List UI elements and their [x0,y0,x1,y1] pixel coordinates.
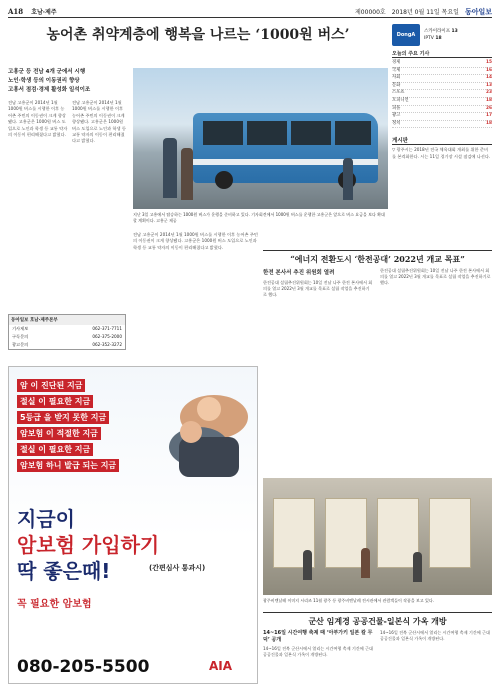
contact-box [8,314,126,350]
ad-line: 5등급 을 받지 못한 지금 [17,411,109,424]
subhead: 고흥서 점검·경제 활성화 일석이조 [8,87,91,93]
skydivers-image [159,377,254,495]
top-item-label: 스카이라이프 [424,29,451,34]
article3-headline: 군산 임계경 공공건물-일본식 가옥 개방 [263,612,492,627]
article2-body-col1: 한전공대 설립추진위원회는 10일 전남 나주 한전 본사에서 회의를 열고 2022년 3월 개교를 목표로 설립 작업을 추진하기로 했다. [263,280,373,298]
top-item-num: 18 [435,36,442,41]
article2-subhead: 한전 본사서 추진 위원회 열려 [263,270,335,276]
toc-item[interactable]: 문화 13 [392,83,492,91]
article2-body-col2: 한전공대 설립추진위원회는 10일 전남 나주 한전 본사에서 회의를 열고 2022년 3월 개교를 목표로 설립 작업을 추진하기로 했다. [380,268,491,286]
toc-item[interactable]: 스포츠 23 [392,90,492,98]
edition: 제00000호 [355,9,386,16]
toc-list [392,60,492,128]
sidebar [392,24,492,267]
article1-body-col1: 전남 고흥군이 2014년 1월 1000원 버스를 시행한 이후 농어촌 주민의 이동권이 크게 향상됐다. 고흥군은 1000원 버스 도입으로 노인과 학생 등 교통 약자의 이동이 편리해졌다고 밝혔다. [8,100,68,138]
notice-title: 게시판 [392,136,492,145]
article1-headline: 농어촌 취약계층에 행복을 나르는 ‘1000원 버스’ [46,27,350,43]
ad-headline-3: 딱 좋은때! [17,559,111,583]
contact-row: 기사제보 062-371-7711 [12,326,122,331]
toc-item[interactable]: 피플 26 [392,106,492,114]
article3-subhead: 14~16일 시간여행 축제 때 ‘아부가키 일본 칼 무덕’ 공개 [263,630,373,643]
bus-photo [133,68,388,209]
ad-headline-note: (간편심사 통과시) [149,564,206,572]
contact-row: 광고문의 062-352-3272 [12,342,122,347]
article1-body-col2: 전남 고흥군이 2014년 1월 1000원 버스를 시행한 이후 농어촌 주민의 이동권이 크게 향상됐다. 고흥군은 1000원 버스 도입으로 노인과 학생 등 교통 약자의 이동이 편리해졌다고 밝혔다. [72,100,126,144]
biennale-caption: 광주비엔날레 이미지 시리즈 11월 광주 등 광주비엔날레 전시관에서 관람객들이 작품을 보고 있다. [263,598,435,603]
section-name: 호남·제주 [31,9,57,16]
article2-headline: “에너지 전환도시 ‘한전공대’ 2022년 개교 목표” [263,250,492,265]
bus-photo-caption: 지난 3일 고흥에서 탑승하는 1000원 버스가 운행을 준비하고 있다. 기자회견에서 1000원 버스를 운행한 고흥군은 앞으로 버스 요금을 보다 확대할 계획이다. 고흥군 제공 [133,212,385,223]
subhead: 고흥군 등 전남 4개 군에서 시행 [8,69,86,75]
ad-line: 암보험 하니 발급 되는 지금 [17,459,119,472]
notice-text: ▽ 광주시는 2018년 전국 체육대회 개최를 위한 준비를 본격화한다. 시는 11일 경기장 시설 점검에 나선다. [392,147,491,159]
article1-body-col3: 전남 고흥군이 2014년 1월 1000원 버스를 시행한 이후 농어촌 주민의 이동권이 크게 향상됐다. 고흥군은 1000원 버스 도입으로 노인과 학생 등 교통 약자의 이동이 편리해졌다고 밝혔다. [133,232,258,250]
date: 2018년 0월 11일 목요일 [391,9,459,16]
ad-phone[interactable]: 080-205-5500 [17,657,150,677]
ad-line: 암보험 이 적절한 지금 [17,427,101,440]
insurance-ad[interactable] [8,366,258,684]
page-header [8,6,492,18]
toc-title: 오늘의 주요 기사 [392,50,492,58]
contact-row: 구독문의 062-375-2000 [12,334,122,339]
toc-item[interactable]: 정치 18 [392,121,492,129]
donga-logo: DongA [392,24,420,46]
page-number: A18 [8,7,24,16]
toc-item[interactable]: 경제 15 [392,60,492,68]
contact-title: 동아일보 호남·제주본부 [9,315,125,325]
ad-headline-1: 지금이 [17,507,75,531]
toc-item[interactable]: 오피니언 18 [392,98,492,106]
ad-headline-2: 암보험 가입하기 [17,533,160,557]
article1-subheads [8,68,126,95]
top-item-num: 13 [451,29,458,34]
biennale-photo [263,478,492,595]
article3-body-col1: 14~16일 전북 군산시에서 열리는 시간여행 축제 기간에 근대 공공건물과 일본식 가옥이 개방된다. [263,646,373,658]
toc-item[interactable]: 광고 17 [392,113,492,121]
paper-name: 동아일보 [464,7,492,16]
ad-brand: 꼭 필요한 암보험 [17,599,92,610]
article3-body-col2: 14~16일 전북 군산시에서 열리는 시간여행 축제 기간에 근대 공공건물과 일본식 가옥이 개방된다. [380,630,490,642]
subhead: 노인·학생 등의 이동권리 향상 [8,78,80,84]
ad-line: 절실 이 필요한 지금 [17,443,93,456]
toc-item[interactable]: 사회 14 [392,75,492,83]
ad-line: 암 이 진단된 지금 [17,379,85,392]
top-item-label: IPTV [424,36,434,41]
toc-item[interactable]: 국제 16 [392,68,492,76]
ad-line: 절실 이 필요한 지금 [17,395,93,408]
aia-logo: AIA [209,659,233,673]
